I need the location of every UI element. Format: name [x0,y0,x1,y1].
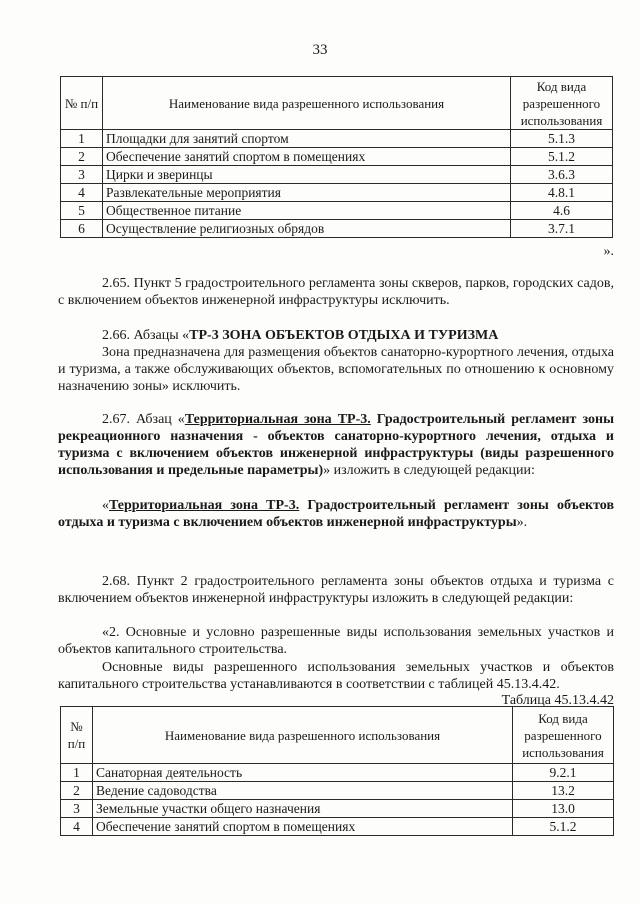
row-code: 4.6 [511,202,613,220]
row-number: 1 [61,130,103,148]
p267-lead: 2.67. Абзац « [102,412,185,427]
row-name: Общественное питание [103,202,511,220]
row-number: 2 [61,148,103,166]
row-code: 4.8.1 [511,184,613,202]
row-number: 3 [61,800,93,818]
row-code: 5.1.2 [511,148,613,166]
row-code: 3.6.3 [511,166,613,184]
table-header-row [61,77,613,130]
row-number: 6 [61,220,103,238]
table-caption: Таблица 45.13.4.42 [501,693,614,708]
row-code: 13.2 [513,782,614,800]
p267-zone-name-old: Территориальная зона ТР-3. [184,412,371,427]
row-code: 5.1.2 [513,818,614,836]
row-name: Обеспечение занятий спортом в помещениях [103,148,511,166]
row-name: Ведение садоводства [93,782,513,800]
table-row [61,130,613,148]
row-code: 9.2.1 [513,764,614,782]
header-code: Код вида разрешенного использования [513,707,614,764]
paragraph-2-67-new [58,497,614,531]
row-name: Земельные участки общего назначения [93,800,513,818]
row-name: Санаторная деятельность [93,764,513,782]
header-number: № п/п [61,77,103,130]
row-number: 5 [61,202,103,220]
header-code: Код вида разрешенного использования [511,77,613,130]
table-row [61,148,613,166]
uses-table-1 [60,76,613,238]
row-name: Развлекательные мероприятия [103,184,511,202]
row-name: Осуществление религиозных обрядов [103,220,511,238]
header-number: № п/п [61,707,93,764]
table-row [61,220,613,238]
paragraph-2-66-body: Зона предназначена для размещения объектов санаторно-курортного лечения, отдыха и туризма, а также обслуживающих объектов, вспомогательных по отношению к основному назначению зоны» исключить. [58,345,614,394]
row-number: 2 [61,782,93,800]
row-code: 13.0 [513,800,614,818]
table-1-closing-quote: ». [603,244,614,259]
header-name: Наименование вида разрешенного использования [93,707,513,764]
p267-quote-close: ». [516,515,528,530]
p266-zone-title: ТР-3 ЗОНА ОБЪЕКТОВ ОТДЫХА И ТУРИЗМА [189,328,499,343]
table-row [61,818,614,836]
paragraph-2-68: 2.68. Пункт 2 градостроительного регламента зоны объектов отдыха и туризма с включением объектов инженерной инфраструктуры изложить в следующей редакции: [58,574,614,606]
paragraph-2-65: 2.65. Пункт 5 градостроительного регламента зоны скверов, парков, городских садов, с включением объектов инженерной инфраструктуры исключить. [58,276,614,308]
p267-zone-name-new: Территориальная зона ТР-3. [109,498,300,513]
table-header-row [61,707,614,764]
row-number: 4 [61,818,93,836]
row-code: 5.1.3 [511,130,613,148]
p267-new-title: Градостроительный регламент зоны объектов отдыха и туризма с включением объектов инженерной инфраструктуры [58,498,615,530]
row-name: Цирки и зверинцы [103,166,511,184]
row-name: Площадки для занятий спортом [103,130,511,148]
p266-lead: 2.66. Абзацы « [102,328,190,343]
paragraph-2-67 [58,411,614,479]
page-number: 33 [312,42,328,58]
header-name: Наименование вида разрешенного использования [103,77,511,130]
table-row [61,800,614,818]
row-number: 3 [61,166,103,184]
table-row [61,764,614,782]
row-code: 3.7.1 [511,220,613,238]
p267-tail: » изложить в следующей редакции: [323,463,535,478]
table-row [61,202,613,220]
paragraph-2-68-basic: Основные виды разрешенного использования земельных участков и объектов капитального строительства устанавливаются в соответствии с таблицей 45.13.4.42. [58,660,614,692]
paragraph-2-68-item: «2. Основные и условно разрешенные виды использования земельных участков и объектов капитального строительства. [58,625,614,657]
row-number: 1 [61,764,93,782]
p267-quote-open: « [102,498,109,513]
table-row [61,166,613,184]
row-number: 4 [61,184,103,202]
paragraph-2-66-heading [58,327,614,344]
p267-old-title: Градостроительный регламент зоны рекреационного назначения - объектов санаторно-курортного лечения, отдыха и туризма с включением объектов инженерной инфраструктуры (виды разрешенного использования и предельные параметры) [58,412,615,478]
table-row [61,782,614,800]
uses-table-2 [60,706,614,836]
table-row [61,184,613,202]
row-name: Обеспечение занятий спортом в помещениях [93,818,513,836]
